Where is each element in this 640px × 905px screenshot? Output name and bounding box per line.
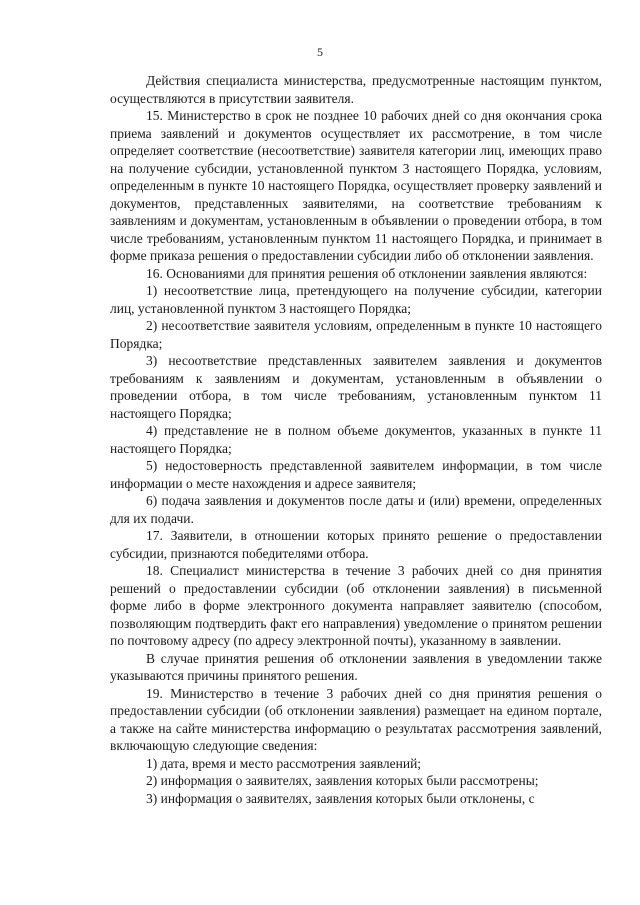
paragraph-item-16-sub-2: 2) несоответствие заявителя условиям, определенным в пункте 10 настоящего Порядка; (110, 318, 602, 351)
paragraph-item-19-sub-3: 3) информация о заявителях, заявления которых были отклонены, с (146, 790, 535, 806)
paragraph-item-16-sub-6: 6) подача заявления и документов после даты и (или) времени, определенных для их подачи. (110, 493, 602, 526)
paragraph-item-19-sub-1: 1) дата, время и место рассмотрения заявлений; (146, 755, 422, 771)
document-body (110, 72, 602, 807)
page-number: 5 (317, 45, 323, 59)
paragraph-item-16-sub-5: 5) недостоверность представленной заявителем информации, в том числе информации о месте нахождения и адресе заявителя; (110, 458, 602, 491)
paragraph-item-15: 15. Министерство в срок не позднее 10 рабочих дней со дня окончания срока приема заявлений и документов осуществляет их рассмотрение, в том числе определяет соответствие (несоответствие) заявителя категории лиц, имеющих право на получение субсидии, установленной пунктом 3 настоящего Порядка, условиям, определенным в пункте 10 настоящего Порядка, осуществляет проверку заявлений и документов, представленных заявителями, на соответствие требованиям к заявлениям и документам, установленным в объявлении о проведении отбора, в том числе требованиям, установленным пунктом 11 настоящего Порядка, и принимает в форме приказа решения о предоставлении субсидии либо об отклонении заявления. (110, 108, 602, 263)
paragraph-item-18: 18. Специалист министерства в течение 3 рабочих дней со дня принятия решений о предоставлении субсидии (об отклонении заявления) в письменной форме либо в форме электронного документа направляет заявителю (способом, позволяющим подтвердить факт его направления) уведомление о принятом решении по почтовому адресу (по адресу электронной почты), указанному в заявлении. (110, 563, 602, 648)
paragraph-intro-action: Действия специалиста министерства, предусмотренные настоящим пунктом, осуществляются в присутствии заявителя. (110, 73, 602, 106)
paragraph-item-19: 19. Министерство в течение 3 рабочих дней со дня принятия решения о предоставлении субсидии (об отклонении заявления) размещает на едином портале, а также на сайте министерства информацию о результатах рассмотрения заявлений, включающую следующие сведения: (110, 685, 602, 753)
paragraph-item-16-sub-1: 1) несоответствие лица, претендующего на получение субсидии, категории лиц, установленной пунктом 3 настоящего Порядка; (110, 283, 602, 316)
paragraph-item-16-sub-3: 3) несоответствие представленных заявителем заявления и документов требованиям к заявлениям и документам, установленным в объявлении о проведении отбора, в том числе требованиям, установленным пунктом 11 настоящего Порядка; (110, 353, 602, 421)
paragraph-item-16: 16. Основаниями для принятия решения об отклонении заявления являются: (146, 265, 588, 281)
paragraph-item-17: 17. Заявители, в отношении которых принято решение о предоставлении субсидии, признаются победителями отбора. (110, 528, 602, 561)
paragraph-item-19-sub-2: 2) информация о заявителях, заявления которых были рассмотрены; (146, 773, 539, 788)
paragraph-item-18-note: В случае принятия решения об отклонении заявления в уведомлении также указываются причины принятого решения. (110, 650, 602, 683)
paragraph-item-16-sub-4: 4) представление не в полном объеме документов, указанных в пункте 11 настоящего Порядка; (110, 423, 602, 456)
